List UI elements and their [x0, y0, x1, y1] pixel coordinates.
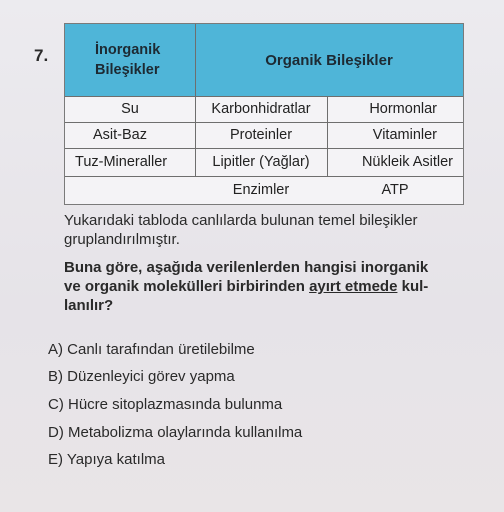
header-organic-label: Organik Bileşikler [265, 51, 393, 69]
organic-cell-1-2: Proteinler [229, 127, 293, 143]
intro-line-2: gruplandırılmıştır. [64, 231, 180, 248]
question-number: 7. [34, 46, 49, 65]
table-rule [65, 148, 463, 149]
organic-cell-1-3: Lipitler (Yağlar) [212, 154, 310, 170]
option-b[interactable]: B) Düzenleyici görev yapma [48, 368, 235, 385]
organic-cell-1-4: Enzimler [232, 181, 290, 198]
table-rule [65, 176, 463, 177]
question-line-2 [64, 277, 494, 296]
inorganic-cell-3: Tuz-Mineraller [75, 154, 168, 170]
header-inorganic [65, 24, 195, 96]
option-e[interactable]: E) Yapıya katılma [48, 451, 165, 468]
intro-line-1: Yukarıdaki tabloda canlılarda bulunan temel bileşikler [64, 212, 418, 229]
question-underlined-phrase: ayırt etmede [309, 278, 398, 295]
intro-text [64, 211, 494, 249]
organic-cell-2-2: Vitaminler [372, 127, 437, 143]
table-rule [65, 122, 463, 123]
organic-cell-1-1: Karbonhidratlar [211, 101, 311, 117]
inorganic-cell-1: Su [121, 101, 139, 117]
organic-cell-2-4: ATP [381, 181, 409, 198]
header-inorganic-line2: Bileşikler [95, 62, 160, 78]
compounds-table [64, 23, 464, 205]
organic-cell-2-1: Hormonlar [369, 101, 437, 117]
header-organic [195, 24, 463, 96]
option-d[interactable]: D) Metabolizma olaylarında kullanılma [48, 424, 303, 441]
table-rule [327, 96, 328, 176]
question-line-2-suffix: kul- [397, 278, 429, 295]
question-line-1: Buna göre, aşağıda verilenlerden hangisi inorganik [64, 259, 429, 276]
inorganic-cell-2: Asit-Baz [93, 127, 147, 143]
table-rule [195, 24, 196, 176]
question-line-2-prefix: ve organik molekülleri birbirinden [64, 278, 310, 295]
option-a[interactable]: A) Canlı tarafından üretilebilme [48, 341, 255, 358]
organic-cell-2-3: Nükleik Asitler [361, 154, 453, 170]
question-line-3: lanılır? [64, 297, 114, 314]
question-stem [64, 258, 494, 315]
header-inorganic-line1: İnorganik [95, 42, 161, 58]
table-rule [65, 96, 463, 97]
option-c[interactable]: C) Hücre sitoplazmasında bulunma [48, 396, 283, 413]
